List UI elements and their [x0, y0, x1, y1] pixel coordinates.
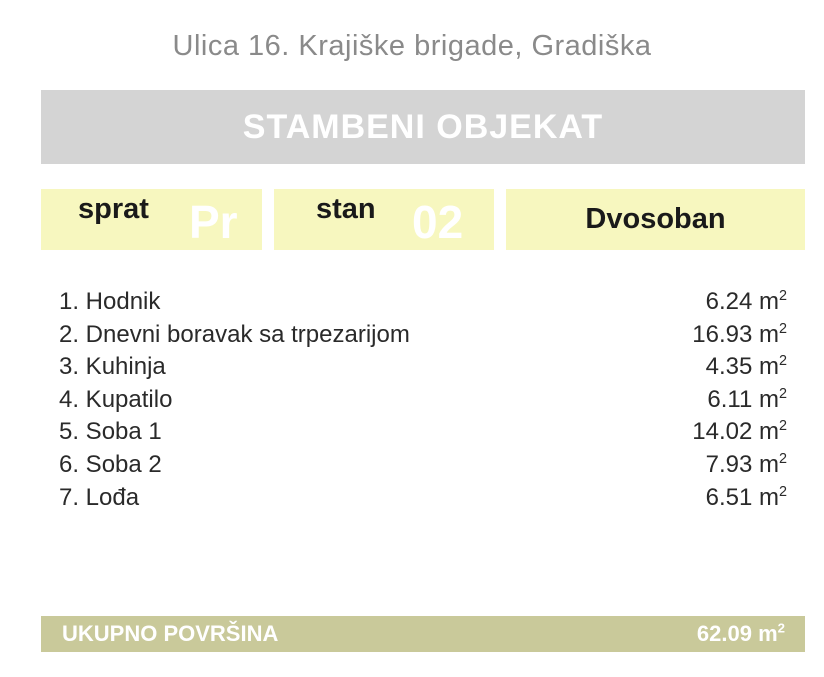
room-area: 7.93 $m^2$: [705, 450, 787, 478]
list-item: [59, 321, 787, 354]
floor-box: [41, 189, 262, 250]
address-title: Ulica 16. Krajiške brigade, Gradiška: [172, 30, 652, 62]
room-name: 4. Kupatilo: [59, 385, 173, 413]
total-area-bar: [41, 616, 805, 652]
total-value: 62.09 $m^2$: [696, 620, 785, 646]
room-area: 14.02 $m^2$: [692, 418, 787, 446]
list-item: [59, 353, 787, 386]
room-name: 2. Dnevni boravak sa trpezarijom: [59, 320, 410, 348]
room-name: 1. Hodnik: [59, 288, 161, 315]
room-area: 4.35 $m^2$: [705, 353, 787, 381]
apartment-label: stan: [316, 193, 376, 225]
list-item: [59, 451, 787, 484]
list-item: [59, 288, 787, 321]
apartment-number: 02: [412, 196, 464, 248]
list-item: [59, 484, 787, 517]
banner-title: STAMBENI OBJEKAT: [242, 107, 604, 146]
floor-label: sprat: [78, 193, 149, 225]
room-area: 6.51 $m^2$: [705, 483, 787, 511]
list-item: [59, 418, 787, 451]
room-area: 16.93 $m^2$: [692, 320, 787, 348]
room-name: 5. Soba 1: [59, 418, 162, 446]
room-name: 7. Lođa: [59, 483, 140, 511]
total-label: UKUPNO POVRŠINA: [62, 621, 279, 646]
room-area: 6.24 $m^2$: [705, 288, 787, 315]
room-list: [59, 288, 787, 516]
list-item: [59, 386, 787, 419]
building-type-banner: [41, 90, 805, 164]
floor-value: Pr: [189, 196, 238, 248]
apartment-type: Dvosoban: [585, 203, 726, 235]
apartment-type-box: [506, 189, 805, 250]
room-name: 6. Soba 2: [59, 450, 162, 478]
room-name: 3. Kuhinja: [59, 353, 166, 381]
apartment-box: [274, 189, 494, 250]
room-area: 6.11 $m^2$: [707, 385, 787, 413]
